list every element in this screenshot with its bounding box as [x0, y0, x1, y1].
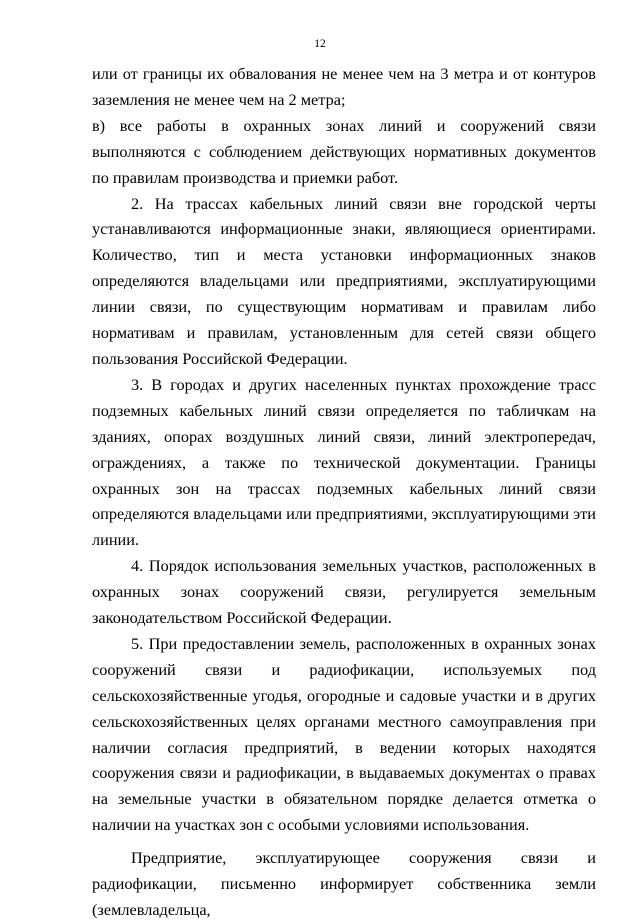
paragraph-2: 2. На трассах кабельных линий связи вне городской черты устанавливаются информационные знаки, являющиеся ориентирами. Количество, тип и места установки информационных знаков определяются владельцами или предприятиями, эксплуатирующими линии связи, по существующим нормативам и правилам либо нормативам и правилам, установленным для сетей связи общего пользования Российской Федерации. [92, 193, 596, 368]
paragraph-continuation: или от границы их обвалования не менее чем на 3 метра и от контуров заземления не менее чем на 2 метра; [92, 64, 596, 109]
page-number: 12 [314, 38, 326, 50]
document-body [92, 61, 596, 923]
paragraph-4: 4. Порядок использования земельных участков, расположенных в охранных зонах сооружений связи, регулируется земельным законодательством Российской Федерации. [92, 556, 596, 628]
paragraph-3: 3. В городах и других населенных пунктах прохождение трасс подземных кабельных линий связи определяется по табличкам на зданиях, опорах воздушных линий связи, линий электропередач, ограждениях, а также по технической документации. Границы охранных зон на трассах подземных кабельных линий связи определяются владельцами или предприятиями, эксплуатирующими эти линии. [92, 374, 596, 550]
paragraph-item-v: в) все работы в охранных зонах линий и сооружений связи выполняются с соблюдением действующих нормативных документов по правилам производства и приемки работ. [92, 115, 596, 187]
paragraph-enterprise-notice: Предприятие, эксплуатирующее сооружения связи и радиофикации, письменно информирует собственника земли (землевладельца, [92, 848, 596, 919]
paragraph-5: 5. При предоставлении земель, расположенных в охранных зонах сооружений связи и радиофикации, используемых под сельскохозяйственные угодья, огородные и садовые участки и в других сельскохозяйственных целях органами местного самоуправления при наличии согласия предприятий, в ведении которых находятся сооружения связи и радиофикации, в выдаваемых документах о правах на земельные участки в обязательном порядке делается отметка о наличии на участках зон с особыми условиями использования. [92, 633, 596, 835]
